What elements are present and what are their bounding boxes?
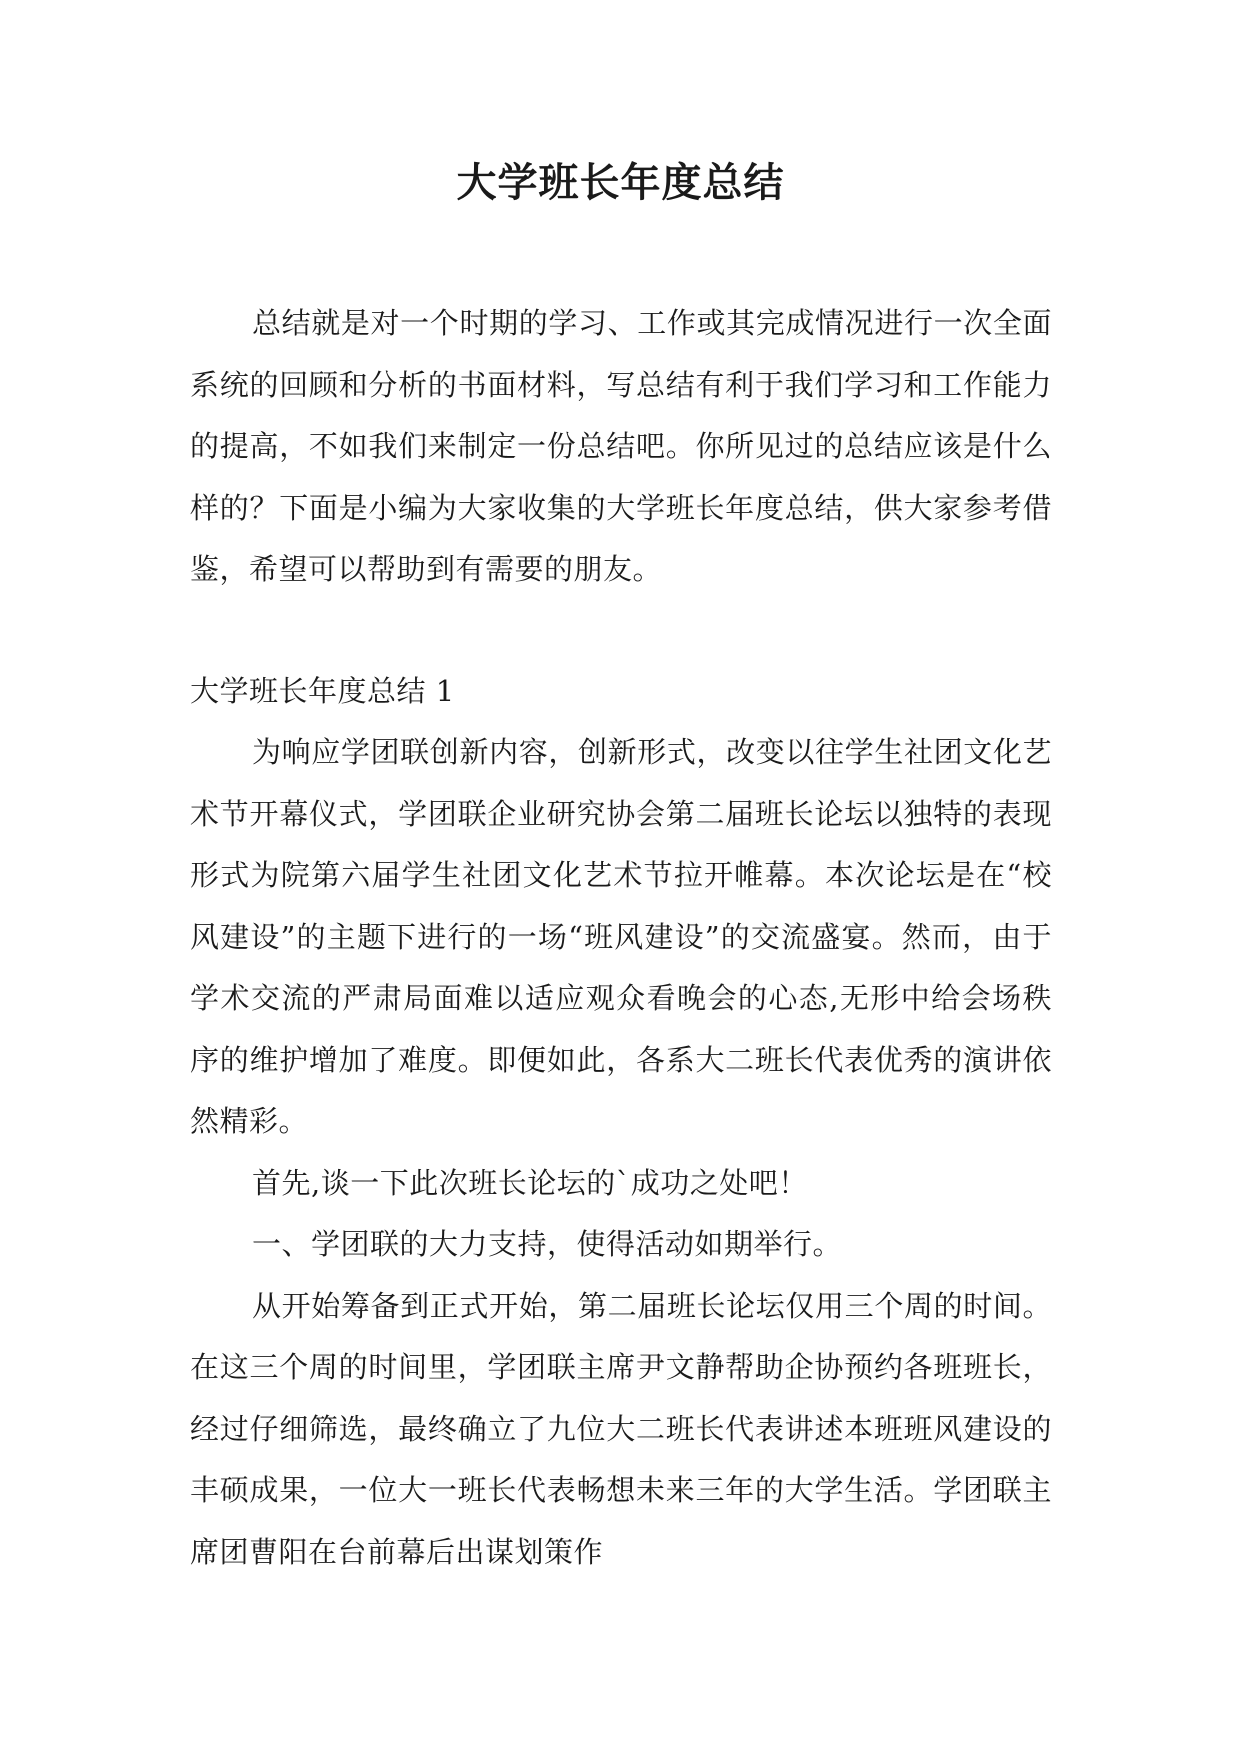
section-heading: 大学班长年度总结 1: [190, 673, 455, 708]
document-body: [190, 293, 1052, 1583]
body-paragraph: 一、学团联的大力支持，使得活动如期举行。: [252, 1227, 843, 1261]
document-title: 大学班长年度总结: [456, 160, 785, 206]
body-paragraph: 首先,谈一下此次班长论坛的`成功之处吧！: [252, 1165, 808, 1200]
intro-paragraph: 总结就是对一个时期的学习、工作或其完成情况进行一次全面系统的回顾和分析的书面材料，写总结有利于我们学习和工作能力的提高，不如我们来制定一份总结吧。你所见过的总结应该是什么样的？下面是小编为大家收集的大学班长年度总结，供大家参考借鉴，希望可以帮助到有需要的朋友。: [190, 306, 1052, 586]
body-paragraph: 从开始筹备到正式开始，第二届班长论坛仅用三个周的时间。在这三个周的时间里，学团联主席尹文静帮助企协预约各班班长，经过仔细筛选，最终确立了九位大二班长代表讲述本班班风建设的丰硕成果，一位大一班长代表畅想未来三年的大学生活。学团联主席团曹阳在台前幕后出谋划策作: [190, 1288, 1052, 1569]
body-paragraph: 为响应学团联创新内容，创新形式，改变以往学生社团文化艺术节开幕仪式，学团联企业研究协会第二届班长论坛以独特的表现形式为院第六届学生社团文化艺术节拉开帷幕。本次论坛是在“校风建设”的主题下进行的一场“班风建设”的交流盛宴。然而，由于学术交流的严肃局面难以适应观众看晚会的心态,无形中给会场秩序的维护增加了难度。即便如此，各系大二班长代表优秀的演讲依然精彩。: [190, 735, 1052, 1138]
